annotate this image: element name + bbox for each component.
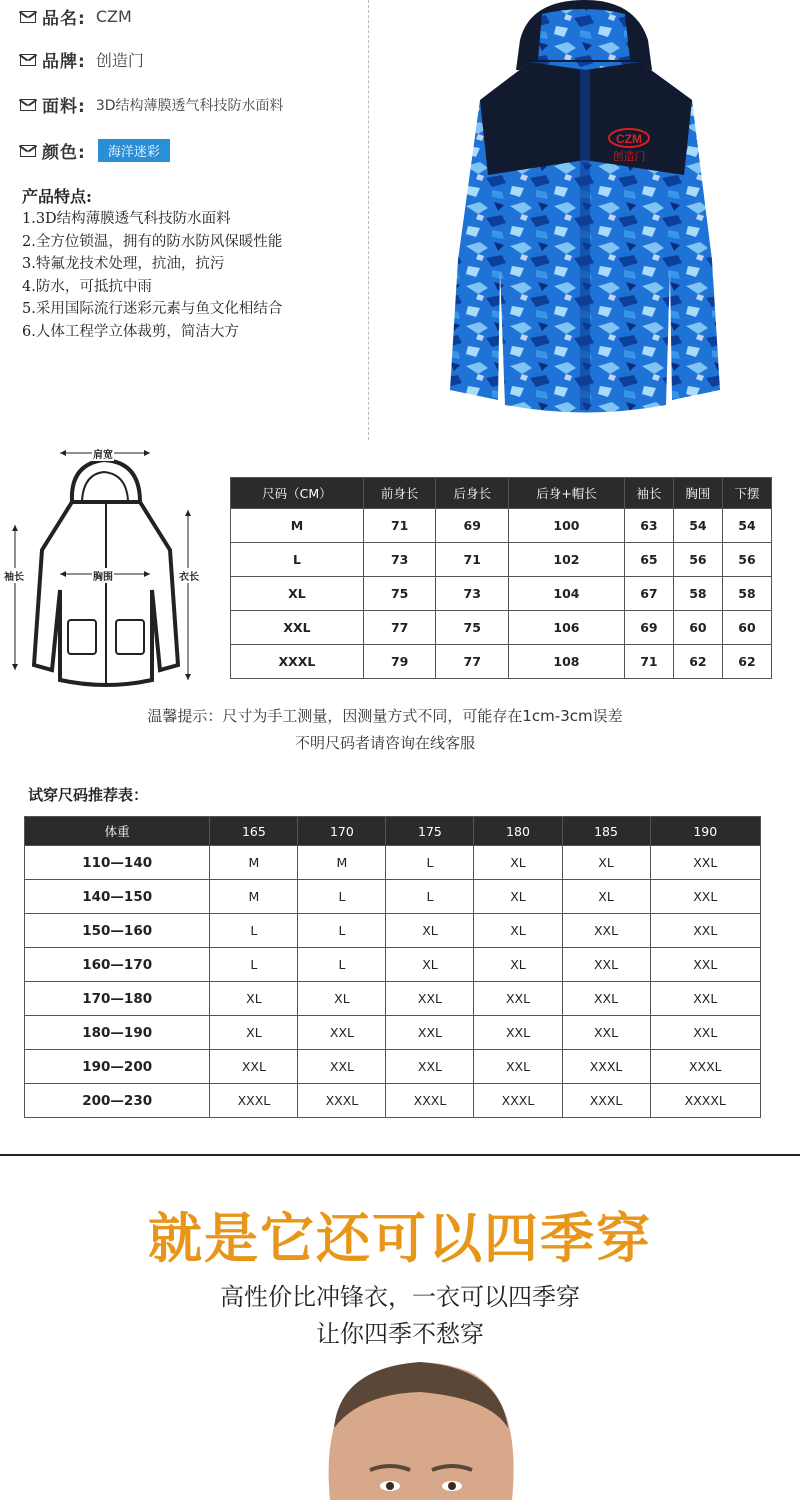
table-row	[231, 645, 772, 679]
feature-item: 1.3D结构薄膜透气科技防水面料	[22, 211, 231, 227]
table-cell: L	[231, 543, 364, 577]
table-cell: 62	[722, 645, 771, 679]
table-header: 尺码（CM）	[231, 478, 364, 509]
table-cell: XXL	[231, 611, 364, 645]
table-cell: XL	[231, 577, 364, 611]
table-cell: L	[210, 948, 298, 982]
table-row	[25, 846, 761, 880]
table-cell: XXXL	[650, 1050, 760, 1084]
table-cell: 110—140	[25, 846, 210, 880]
promo-line-2: 让你四季不愁穿	[316, 1320, 484, 1348]
table-cell: 100	[509, 509, 625, 543]
table-cell: XXXL	[474, 1084, 562, 1118]
table-header: 前身长	[363, 478, 436, 509]
table-cell: L	[210, 914, 298, 948]
table-cell: XXL	[650, 914, 760, 948]
mail-icon	[20, 145, 36, 157]
table-row	[25, 1084, 761, 1118]
label-chest: 胸围	[92, 568, 114, 583]
table-cell: 54	[673, 509, 722, 543]
table-cell: 63	[624, 509, 673, 543]
jacket-image	[420, 0, 750, 420]
table-cell: M	[210, 880, 298, 914]
table-header: 下摆	[722, 478, 771, 509]
mail-icon	[20, 99, 36, 111]
table-cell: 160—170	[25, 948, 210, 982]
table-cell: 60	[722, 611, 771, 645]
table-cell: XXL	[650, 880, 760, 914]
table-cell: XXXL	[231, 645, 364, 679]
section-divider	[0, 1154, 800, 1156]
table-row	[25, 1050, 761, 1084]
try-table-title: 试穿尺码推荐表：	[28, 786, 149, 804]
table-cell: XXXL	[562, 1050, 650, 1084]
logo-text: 创造门	[612, 150, 646, 163]
table-cell: XXL	[474, 982, 562, 1016]
table-cell: XXXL	[562, 1084, 650, 1118]
tip-line-2: 不明尺码者请咨询在线客服	[294, 734, 475, 752]
table-cell: XXXL	[386, 1084, 474, 1118]
table-cell: 56	[722, 543, 771, 577]
table-cell: 65	[624, 543, 673, 577]
feature-item: 6.人体工程学立体裁剪，简洁大方	[22, 323, 239, 340]
divider	[368, 0, 369, 440]
table-cell: 104	[509, 577, 625, 611]
brand-key: 品牌:	[42, 52, 86, 72]
features-title: 产品特点:	[22, 187, 92, 206]
table-cell: XXL	[562, 1016, 650, 1050]
table-cell: 58	[673, 577, 722, 611]
table-cell: 73	[436, 577, 509, 611]
table-header: 170	[298, 817, 386, 846]
table-cell: 200—230	[25, 1084, 210, 1118]
table-header: 190	[650, 817, 760, 846]
label-length: 衣长	[178, 568, 200, 583]
table-cell: L	[298, 880, 386, 914]
table-cell: XXL	[650, 982, 760, 1016]
table-row	[231, 611, 772, 645]
table-cell: 69	[436, 509, 509, 543]
model-value: CZM	[95, 7, 132, 26]
info-color	[20, 138, 170, 163]
mail-icon	[20, 11, 36, 23]
table-cell: XXL	[562, 982, 650, 1016]
features-list	[22, 208, 282, 343]
table-header: 后身+帽长	[509, 478, 625, 509]
feature-item: 4.防水，可抵抗中雨	[22, 278, 152, 295]
table-row	[231, 543, 772, 577]
table-row	[25, 1016, 761, 1050]
feature-item: 5.采用国际流行迷彩元素与鱼文化相结合	[22, 301, 283, 317]
table-cell: 180—190	[25, 1016, 210, 1050]
table-cell: XL	[474, 948, 562, 982]
color-badge: 海洋迷彩	[98, 139, 170, 162]
table-cell: L	[298, 914, 386, 948]
try-size-table	[24, 816, 761, 1118]
table-cell: XL	[474, 914, 562, 948]
table-cell: XXL	[386, 1016, 474, 1050]
table-cell: M	[210, 846, 298, 880]
table-cell: XXL	[650, 846, 760, 880]
table-header: 165	[210, 817, 298, 846]
table-cell: 77	[363, 611, 436, 645]
table-cell: L	[386, 846, 474, 880]
color-key: 颜色:	[42, 143, 86, 163]
table-cell: 77	[436, 645, 509, 679]
table-cell: XXL	[386, 982, 474, 1016]
feature-item: 3.特氟龙技术处理，抗油，抗污	[22, 256, 225, 272]
promo-headline: 就是它还可以四季穿	[148, 1207, 652, 1270]
info-fabric	[20, 92, 284, 117]
table-cell: XL	[474, 846, 562, 880]
table-cell: 71	[363, 509, 436, 543]
info-brand	[20, 47, 144, 72]
table-header: 体重	[25, 817, 210, 846]
table-header: 175	[386, 817, 474, 846]
table-cell: XXL	[650, 1016, 760, 1050]
tip-line-1: 温馨提示：尺寸为手工测量，因测量方式不同，可能存在1cm-3cm误差	[147, 707, 623, 725]
table-cell: XXXL	[298, 1084, 386, 1118]
table-cell: 58	[722, 577, 771, 611]
table-row	[231, 577, 772, 611]
table-cell: 79	[363, 645, 436, 679]
table-cell: XL	[386, 914, 474, 948]
table-cell: L	[298, 948, 386, 982]
jacket-measure-sketch	[0, 440, 225, 690]
table-cell: 75	[436, 611, 509, 645]
table-row	[25, 948, 761, 982]
model-key: 品名:	[42, 9, 86, 29]
table-cell: XXL	[650, 948, 760, 982]
table-header: 185	[562, 817, 650, 846]
table-row	[231, 509, 772, 543]
table-cell: XL	[474, 880, 562, 914]
promo-line-1: 高性价比冲锋衣，一衣可以四季穿	[220, 1283, 580, 1311]
table-cell: XXL	[562, 948, 650, 982]
table-header: 胸围	[673, 478, 722, 509]
table-row	[25, 914, 761, 948]
table-cell: XXL	[562, 914, 650, 948]
label-sleeve: 袖长	[3, 568, 25, 583]
table-header: 后身长	[436, 478, 509, 509]
table-header-row	[25, 817, 761, 846]
table-cell: XL	[562, 880, 650, 914]
size-table	[230, 477, 772, 679]
table-cell: 54	[722, 509, 771, 543]
table-cell: XXL	[298, 1050, 386, 1084]
table-cell: XXL	[474, 1050, 562, 1084]
fabric-key: 面料:	[42, 97, 86, 117]
table-cell: 170—180	[25, 982, 210, 1016]
table-cell: 108	[509, 645, 625, 679]
table-cell: XXL	[298, 1016, 386, 1050]
table-cell: XL	[298, 982, 386, 1016]
table-cell: XXL	[210, 1050, 298, 1084]
table-cell: 60	[673, 611, 722, 645]
feature-item: 2.全方位锁温，拥有的防水防风保暖性能	[22, 233, 283, 250]
table-cell: XXL	[386, 1050, 474, 1084]
table-row	[25, 880, 761, 914]
table-cell: 102	[509, 543, 625, 577]
logo-mark: CZM	[616, 132, 642, 146]
table-cell: 62	[673, 645, 722, 679]
table-cell: XXXXL	[650, 1084, 760, 1118]
table-cell: 106	[509, 611, 625, 645]
table-cell: 150—160	[25, 914, 210, 948]
table-cell: 75	[363, 577, 436, 611]
mail-icon	[20, 54, 36, 66]
table-cell: M	[231, 509, 364, 543]
table-row	[25, 982, 761, 1016]
table-cell: 71	[436, 543, 509, 577]
fabric-value: 3D结构薄膜透气科技防水面料	[95, 97, 284, 114]
table-cell: 73	[363, 543, 436, 577]
info-model	[20, 4, 132, 29]
table-cell: 56	[673, 543, 722, 577]
table-cell: M	[298, 846, 386, 880]
table-cell: XL	[210, 982, 298, 1016]
table-cell: 67	[624, 577, 673, 611]
table-cell: XXXL	[210, 1084, 298, 1118]
table-cell: 140—150	[25, 880, 210, 914]
table-header-row	[231, 478, 772, 509]
table-header: 180	[474, 817, 562, 846]
table-header: 袖长	[624, 478, 673, 509]
table-cell: XL	[210, 1016, 298, 1050]
table-cell: XL	[386, 948, 474, 982]
label-shoulder: 肩宽	[92, 446, 114, 461]
brand-value: 创造门	[95, 51, 144, 70]
table-cell: 69	[624, 611, 673, 645]
table-cell: L	[386, 880, 474, 914]
model-face-image	[300, 1358, 540, 1500]
table-cell: 190—200	[25, 1050, 210, 1084]
table-cell: 71	[624, 645, 673, 679]
table-cell: XXL	[474, 1016, 562, 1050]
table-cell: XL	[562, 846, 650, 880]
